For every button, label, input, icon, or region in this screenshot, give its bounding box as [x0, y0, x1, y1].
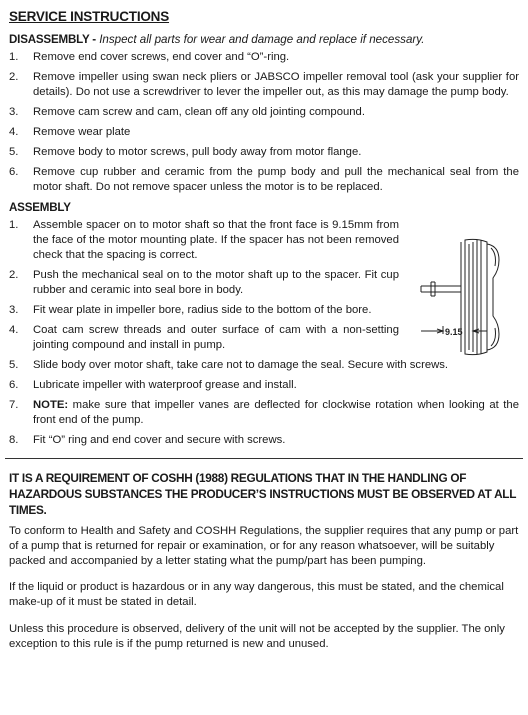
- pump-body-inner: [469, 242, 473, 352]
- assembly-step: 1. Assemble spacer on to motor shaft so that the front face is 9.15mm from the face of the motor mounting plate. If the spacer has not been removed check that the spacing is correct.: [9, 219, 399, 261]
- coshh-paragraph: Unless this procedure is observed, delivery of the unit will not be accepted by the supplier. The only exception to this rule is if the pump returned is new and unused.: [9, 622, 505, 650]
- pump-body-curve: [487, 244, 499, 350]
- disassembly-note: Inspect all parts for wear and damage and replace if necessary.: [99, 33, 425, 46]
- note-label: NOTE:: [33, 399, 69, 411]
- assembly-step: 3. Fit wear plate in impeller bore, radius side to the bottom of the bore.: [9, 304, 372, 316]
- assembly-step: 8. Fit “O” ring and end cover and secure with screws.: [9, 434, 286, 446]
- disassembly-step: 1. Remove end cover screws, end cover and “O”-ring.: [9, 51, 290, 63]
- assembly-section: [9, 218, 519, 448]
- disassembly-step: 3. Remove cam screw and cam, clean off any old jointing compound.: [9, 106, 365, 118]
- pump-body-outline: [461, 239, 487, 354]
- disassembly-steps: [9, 50, 519, 195]
- disassembly-step: 5. Remove body to motor screws, pull body away from motor flange.: [9, 146, 362, 158]
- section-divider: [5, 458, 523, 459]
- pump-cross-section-diagram: [407, 236, 519, 358]
- dimension-label: 9.15: [445, 327, 463, 337]
- assembly-step: 4. Coat cam screw threads and outer surface of cam with a non-setting jointing compound and install in pump.: [9, 324, 399, 351]
- coshh-paragraph: If the liquid or product is hazardous or in any way dangerous, this must be stated, and the chemical make-up of it must be stated in detail.: [9, 581, 504, 609]
- assembly-heading: ASSEMBLY: [9, 201, 71, 214]
- coshh-paragraph: To conform to Health and Safety and COSHH Regulations, the supplier requires that any pump or part of a pump that is returned for repair or examination, or for any reason whatsoever, will be suitably packed and accompanied by a letter stating what the pump/part has been pumping.: [9, 525, 519, 567]
- disassembly-heading-line: [9, 32, 519, 47]
- disassembly-step: 2. Remove impeller using swan neck pliers or JABSCO impeller removal tool (ask your supplier for details). Do not use a screwdriver to lever the impeller out, as this may damage the pump body.: [9, 71, 519, 98]
- disassembly-heading: DISASSEMBLY -: [9, 33, 96, 46]
- document-page: [9, 8, 519, 663]
- assembly-step: 7. NOTE: make sure that impeller vanes are deflected for clockwise rotation when looking at the front end of the pump.: [9, 399, 519, 426]
- assembly-step: 6. Lubricate impeller with waterproof grease and install.: [9, 379, 297, 391]
- assembly-step: 2. Push the mechanical seal on to the motor shaft up to the spacer. Fit cup rubber and ceramic into seal bore in body.: [9, 269, 399, 296]
- disassembly-step: 6. Remove cup rubber and ceramic from the pump body and pull the mechanical seal from the motor shaft. Do not remove spacer unless the motor is to be replaced.: [9, 166, 519, 193]
- page-title: SERVICE INSTRUCTIONS: [9, 9, 170, 24]
- assembly-step: 5. Slide body over motor shaft, take care not to damage the seal. Secure with screws.: [9, 359, 449, 371]
- coshh-warning: IT IS A REQUIREMENT OF COSHH (1988) REGULATIONS THAT IN THE HANDLING OF HAZARDOUS SUBSTANCES THE PRODUCER’S INSTRUCTIONS MUST BE OBSERVED AT ALL TIMES.: [9, 471, 516, 517]
- disassembly-step: 4. Remove wear plate: [9, 126, 131, 138]
- motor-shaft: [421, 286, 461, 292]
